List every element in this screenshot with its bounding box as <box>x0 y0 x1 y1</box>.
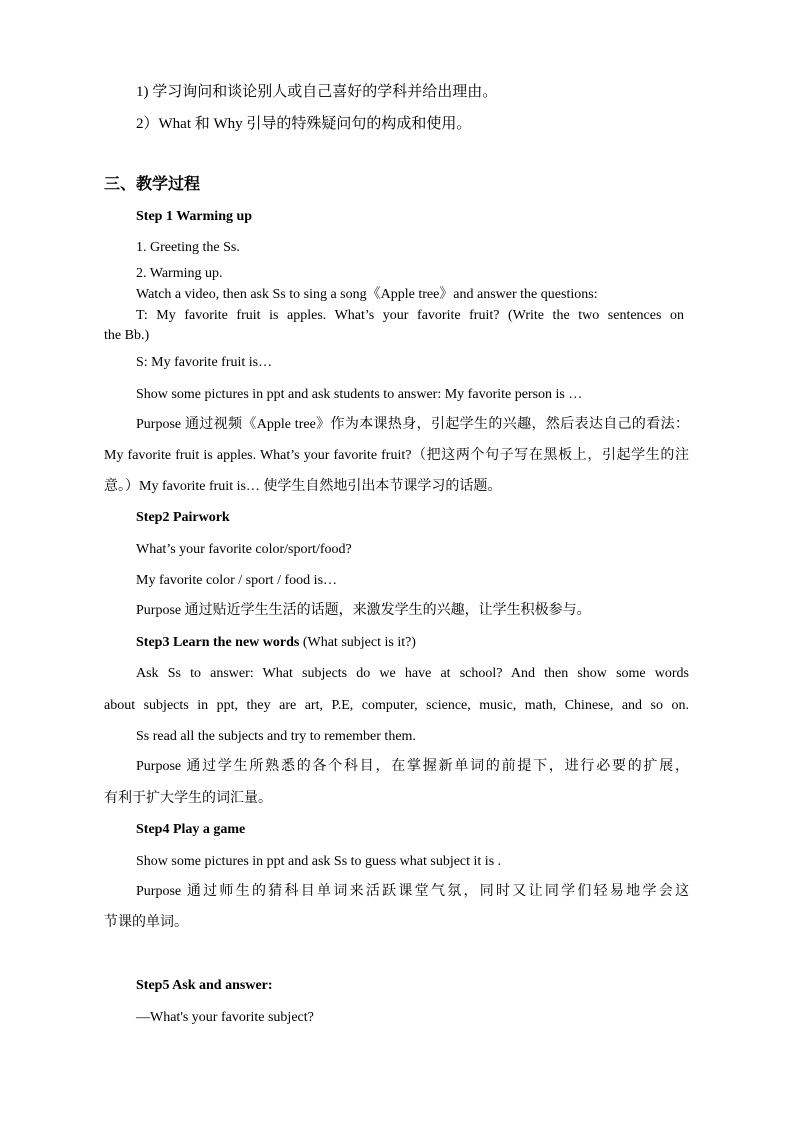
step3-line-2: about subjects in ppt, they are art, P.E, computer, science, music, math, Chinese, and so on. <box>104 698 689 713</box>
step1-purpose-3: 意。）My favorite fruit is… 使学生自然地引出本节课学习的话题。 <box>104 479 502 494</box>
step4-purpose-2: 节课的单词。 <box>104 915 188 930</box>
step1-line-5: the Bb.) <box>104 328 150 343</box>
objective-2: 2）What 和 Why 引导的特殊疑问句的构成和使用。 <box>136 116 472 132</box>
step2-title: Step2 Pairwork <box>136 510 230 525</box>
objective-1: 1) 学习询问和谈论别人或自己喜好的学科并给出理由。 <box>136 84 498 100</box>
step3-title-note: (What subject is it?) <box>299 635 416 650</box>
step4-line-1: Show some pictures in ppt and ask Ss to guess what subject it is . <box>136 854 502 869</box>
step3-line-3: Ss read all the subjects and try to remember them. <box>136 729 416 744</box>
step4-title: Step4 Play a game <box>136 822 246 837</box>
step2-purpose: Purpose 通过贴近学生生活的话题，来激发学生的兴趣，让学生积极参与。 <box>136 603 591 618</box>
step5-line-1: —What's your favorite subject? <box>136 1010 314 1025</box>
step3-purpose-1: Purpose 通过学生所熟悉的各个科目，在掌握新单词的前提下，进行必要的扩展， <box>136 759 689 774</box>
step5-title: Step5 Ask and answer: <box>136 978 273 993</box>
step2-line-1: What’s your favorite color/sport/food? <box>136 542 352 557</box>
step1-line-1: 1. Greeting the Ss. <box>136 240 240 255</box>
step1-purpose-1: Purpose 通过视频《Apple tree》作为本课热身，引起学生的兴趣，然后表达自己的看法： <box>136 417 689 432</box>
step3-title-row <box>136 634 416 652</box>
step1-line-6: S: My favorite fruit is… <box>136 355 273 370</box>
step3-purpose-2: 有利于扩大学生的词汇量。 <box>104 791 272 806</box>
step1-line-4: T: My favorite fruit is apples. What’s your favorite fruit? (Write the two sentences on <box>136 308 684 323</box>
step3-title: Step3 Learn the new words <box>136 635 300 650</box>
step1-line-2: 2. Warming up. <box>136 266 223 281</box>
step1-purpose-2: My favorite fruit is apples. What’s your favorite fruit?（把这两个句子写在黑板上，引起学生的注 <box>104 448 689 463</box>
step2-line-2: My favorite color / sport / food is… <box>136 573 338 588</box>
step3-line-1: Ask Ss to answer: What subjects do we have at school? And then show some words <box>136 666 689 681</box>
step1-title: Step 1 Warming up <box>136 209 253 224</box>
step4-purpose-1: Purpose 通过师生的猜科目单词来活跃课堂气氛，同时又让同学们轻易地学会这 <box>136 884 689 899</box>
step1-line-3: Watch a video, then ask Ss to sing a song《Apple tree》and answer the questions: <box>136 287 598 302</box>
section-title: 三、教学过程 <box>104 176 201 193</box>
step1-line-7: Show some pictures in ppt and ask students to answer: My favorite person is … <box>136 387 583 402</box>
